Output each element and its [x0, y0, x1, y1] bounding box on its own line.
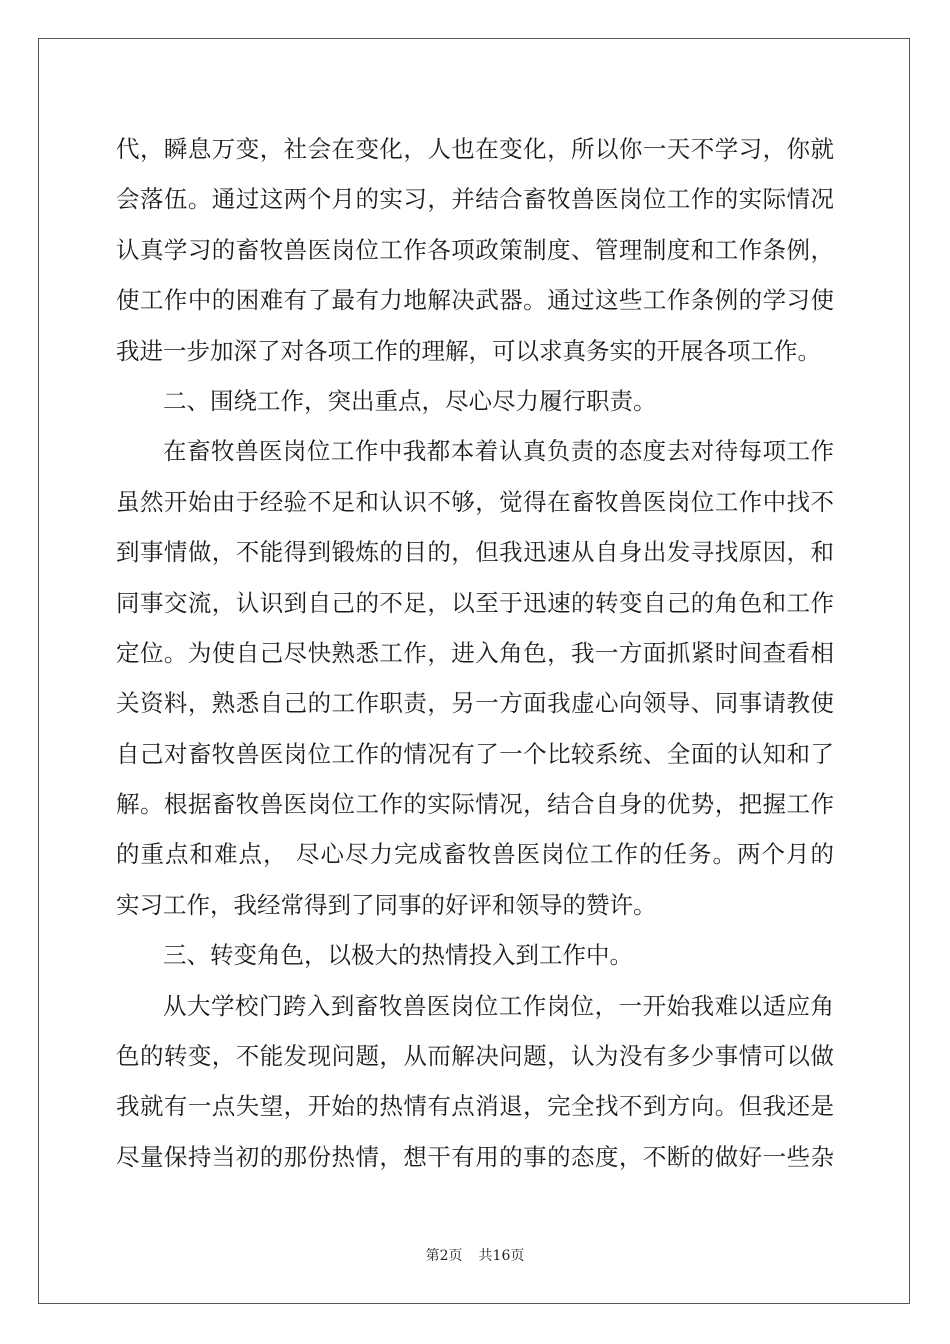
- text-line: 在畜牧兽医岗位工作中我都本着认真负责的态度去对待每项工作: [163, 437, 834, 466]
- text-line: 定位。为使自己尽快熟悉工作，进入角色，我一方面抓紧时间查看相: [116, 638, 834, 667]
- text-line: 同事交流，认识到自己的不足，以至于迅速的转变自己的角色和工作: [116, 588, 834, 617]
- text-line: 二、围绕工作，突出重点，尽心尽力履行职责。: [163, 386, 657, 415]
- text-line: 会落伍。通过这两个月的实习，并结合畜牧兽医岗位工作的实际情况: [116, 185, 834, 214]
- text-line: 我就有一点失望，开始的热情有点消退，完全找不到方向。但我还是: [116, 1092, 834, 1121]
- page-number: 第2页: [425, 1248, 463, 1264]
- page-footer: [0, 1245, 950, 1265]
- text-line: 到事情做，不能得到锻炼的目的，但我迅速从自身出发寻找原因，和: [116, 538, 834, 567]
- text-line: 认真学习的畜牧兽医岗位工作各项政策制度、管理制度和工作条例，: [116, 235, 834, 264]
- text-line: 从大学校门跨入到畜牧兽医岗位工作岗位，一开始我难以适应角: [163, 991, 834, 1020]
- text-line: 实习工作，我经常得到了同事的好评和领导的赞许。: [116, 890, 657, 919]
- text-line: 的重点和难点， 尽心尽力完成畜牧兽医岗位工作的任务。两个月的: [116, 840, 834, 869]
- text-line: 虽然开始由于经验不足和认识不够，觉得在畜牧兽医岗位工作中找不: [116, 487, 834, 516]
- text-line: 三、转变角色，以极大的热情投入到工作中。: [163, 941, 633, 970]
- text-line: 代，瞬息万变，社会在变化，人也在变化，所以你一天不学习，你就: [116, 135, 834, 163]
- text-line: 关资料，熟悉自己的工作职责，另一方面我虚心向领导、同事请教使: [116, 689, 834, 718]
- document-body: [116, 124, 834, 1182]
- text-line: 尽量保持当初的那份热情，想干有用的事的态度，不断的做好一些杂: [116, 1142, 834, 1171]
- page-total: 共16页: [478, 1248, 525, 1264]
- text-line: 使工作中的困难有了最有力地解决武器。通过这些工作条例的学习使: [116, 286, 834, 315]
- text-line: 自己对畜牧兽医岗位工作的情况有了一个比较系统、全面的认知和了: [116, 739, 834, 768]
- text-line: 解。根据畜牧兽医岗位工作的实际情况，结合自身的优势，把握工作: [116, 790, 834, 819]
- text-line: 色的转变，不能发现问题，从而解决问题，认为没有多少事情可以做: [116, 1042, 834, 1071]
- text-line: 我进一步加深了对各项工作的理解，可以求真务实的开展各项工作。: [116, 336, 821, 365]
